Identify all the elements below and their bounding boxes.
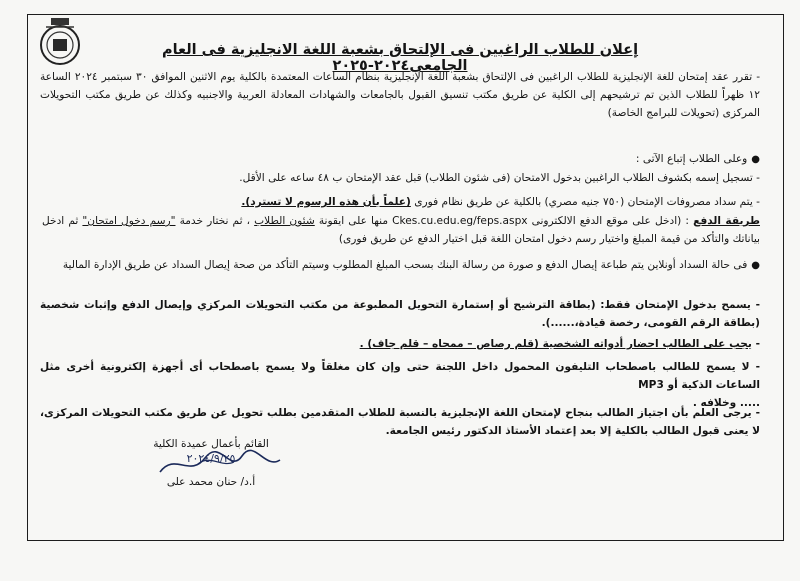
step-transfer-note: - يرجى العلم بأن اجتياز الطالب بنجاح لإمتحان اللغة الإنجليزية بالنسبة للطلاب المتقدمين بطلب تحويل عن طريق مكتب التحويلات المركزى، لا يعنى قبول الطالب بالكلية إلا بعد إعتماد الأستاذ الدكتور رئيس الجامعة. (40, 407, 760, 437)
payment-url: Ckes.cu.edu.eg/feps.aspx (392, 215, 528, 227)
signature-block (136, 438, 286, 488)
steps-heading-text: وعلى الطلاب إتباع الآتى : (635, 153, 748, 165)
step-tools-text: يجب على الطالب احضار أدواته الشخصية (قلم رصاص – ممحاه – قلم جاف) . (359, 338, 752, 350)
payment-method-text-a: : (ادخل على موقع الدفع الالكترونى (531, 215, 689, 227)
step-allowed-docs: - يسمح بدخول الإمتحان فقط: (بطاقة الترشيح أو إستمارة التحويل المطبوعة من مكتب التحويلات المركزي وإيصال الدفع وإثبات شخصية (بطاقة الرقم القومى، رخصة قيادة،......). (40, 299, 760, 329)
announcement-title: إعلان للطلاب الراغبين فى الإلتحاق بشعبة اللغة الانجليزية فى العام الجامعى٢٠٢٤-٢٠٢٥ (161, 42, 639, 74)
step-no-phones-text: لا يسمح للطالب باصطحاب التليفون المحمول داخل اللجنة حتى وإن كان مغلقاً ولا يسمح باصطحاب أى أجهزة إلكترونية أخرى مثل الساعات الذكية أو (40, 361, 760, 391)
step-payment: - يتم سداد مصروفات الإمتحان (٧٥٠ جنيه مصري) بالكلية عن طريق نظام فورى (علماً بأن هذه الرسوم لا تسترد). (241, 196, 760, 208)
exam-fee-service: "رسم دخول امتحان" (82, 215, 176, 227)
step-online-receipt-text: فى حالة السداد أونلاين يتم طباعة إيصال الدفع و صورة من رسالة البنك بسحب المبلغ المطلوب وسيتم التأكد من صحة إيصال السداد عن طريق الإدارة المالية (62, 259, 748, 271)
step-payment-method (42, 212, 760, 248)
step-online-receipt (40, 256, 760, 275)
step-payment-note: (علماً بأن هذه الرسوم لا تسترد). (241, 196, 411, 208)
step-no-phones: - لا يسمح للطالب باصطحاب التليفون المحمول داخل اللجنة حتى وإن كان مغلقاً ولا يسمح باصطحاب أى أجهزة إلكترونية أخرى مثل الساعات الذكية أو MP3 ..... وخلافه . (40, 361, 760, 409)
signer-name: أ.د/ حنان محمد على (166, 476, 256, 488)
student-affairs-icon-label: شئون الطلاب (254, 215, 315, 227)
steps-heading (60, 150, 760, 169)
signer-role: القائم بأعمال عميدة الكلية (153, 438, 269, 450)
step-allowed-docs-text: يسمح بدخول الإمتحان فقط: (بطاقة الترشيح أو إستمارة التحويل المطبوعة من مكتب التحويلات المركزي وإيصال الدفع وإثبات شخصية (بطاقة الرقم القومى، رخصة قيادة،......). (40, 299, 760, 329)
payment-method-label: طريقة الدفع (693, 215, 760, 227)
mp3-label: MP3 (638, 379, 664, 391)
payment-method-text-f: ثم ادخل بياناتك والتأكد من قيمة المبلغ واختيار رسم دخول امتحان اللغة قبل اختيار الدفع عن طريق فورى) (42, 215, 760, 245)
step-register: - تسجيل إسمه بكشوف الطلاب الراغبين بدخول الامتحان (فى شئون الطلاب) قبل عقد الإمتحان ب ٤٨ ساعه على الأقل. (239, 172, 760, 184)
step-register-text: تسجيل إسمه بكشوف الطلاب الراغبين بدخول الامتحان (فى شئون الطلاب) قبل عقد الإمتحان ب ٤٨ ساعه على الأقل. (239, 172, 753, 184)
university-seal-icon (34, 17, 86, 67)
step-tools: - يجب على الطالب احضار أدواته الشخصية (قلم رصاص – ممحاه – قلم جاف) . (359, 338, 760, 350)
bullet-icon: ● (751, 260, 760, 271)
step-payment-text: يتم سداد مصروفات الإمتحان (٧٥٠ جنيه مصري) بالكلية عن طريق نظام فورى (414, 196, 753, 208)
payment-method-text-b: منها على ايقونة (318, 215, 388, 227)
signature-date: ٢٠٢٤/٩/٢٥ (186, 452, 236, 465)
payment-method-text-d: ، ثم نختار خدمة (179, 215, 251, 227)
step-no-phones-etc: ..... وخلافه . (692, 397, 760, 409)
bullet-icon: ● (751, 154, 760, 165)
step-transfer-note-text: يرجى العلم بأن اجتياز الطالب بنجاح لإمتحان اللغة الإنجليزية بالنسبة للطلاب المتقدمين بطلب تحويل عن طريق مكتب التحويلات المركزى، لا يعنى قبول الطالب بالكلية إلا بعد إعتماد الأستاذ الدكتور رئيس الجامعة. (40, 407, 760, 437)
intro-paragraph: - تقرر عقد إمتحان للغة الإنجليزية للطلاب الراغبين فى الإلتحاق بشعبة اللغة الإنجليزية بنظام الساعات المعتمدة بالكلية يوم الاثنين الموافق ٣٠ سبتمبر ٢٠٢٤ الساعة ١٢ ظهراً للطلاب الذين تم ترشيحهم إلى الكلية عن طريق مكتب تنسيق القبول بالجامعات والشهادات المعادلة العربية والاجنبيه وكذلك عن طريق مكتب التحويلات المركزى (تحويلات للبرامج الخاصة) (40, 71, 761, 119)
